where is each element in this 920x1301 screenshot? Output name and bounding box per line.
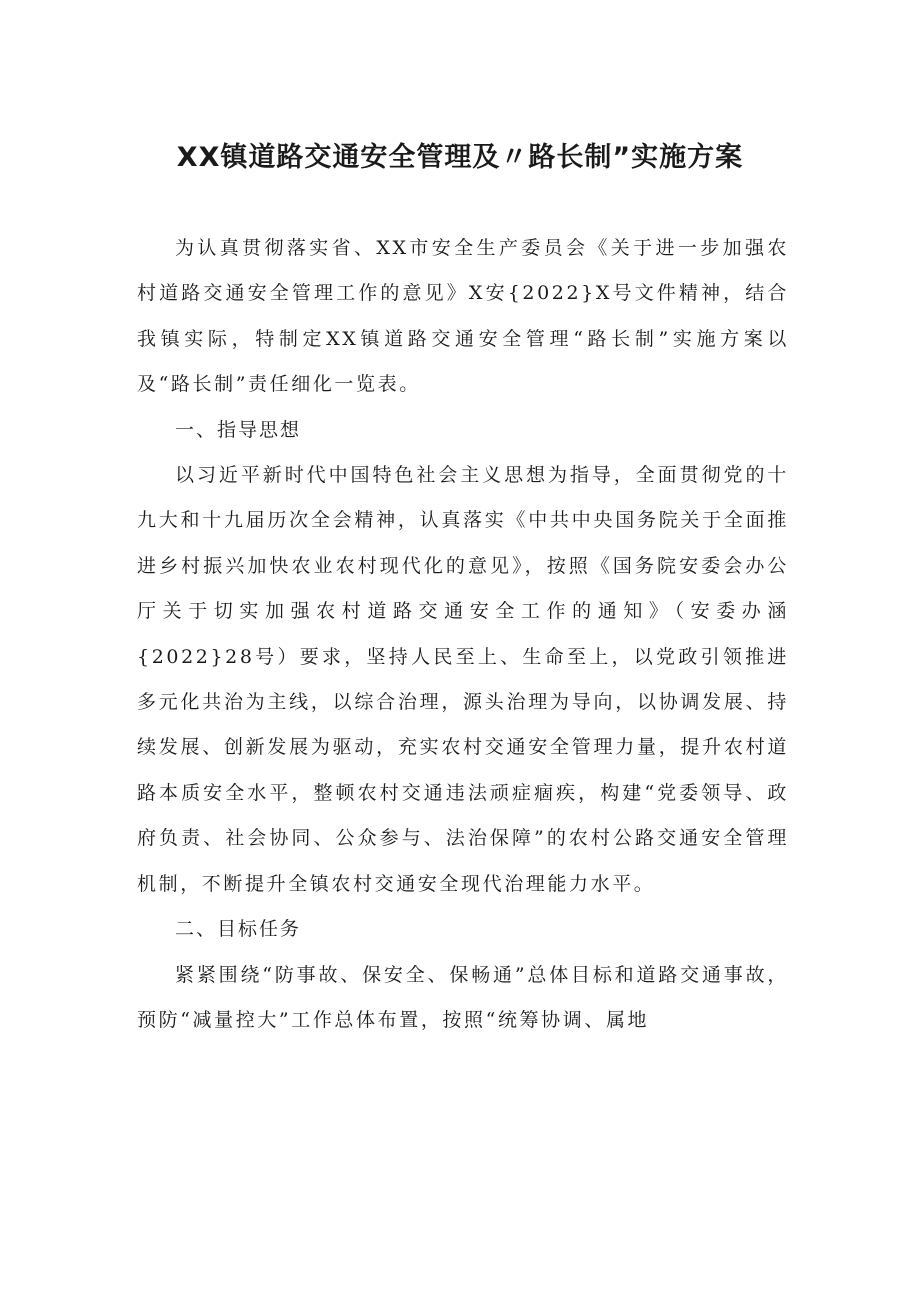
intro-paragraph: 为认真贯彻落实省、XX市安全生产委员会《关于进一步加强农村道路交通安全管理工作的意见》X安{2022}X号文件精神，结合我镇实际，特制定XX镇道路交通安全管理“路长制”实施方案以及“路长制”责任细化一览表。 [137, 237, 789, 396]
section-heading-goals-tasks: 二、目标任务 [175, 918, 302, 941]
section-heading-guiding-ideology: 一、指导思想 [175, 418, 302, 441]
document-body [137, 226, 789, 1043]
goals-tasks-paragraph: 紧紧围绕“防事故、保安全、保畅通”总体目标和道路交通事故，预防“减量控大”工作总体布置，按照“统筹协调、属地 [137, 963, 789, 1031]
guiding-ideology-paragraph: 以习近平新时代中国特色社会主义思想为指导，全面贯彻党的十九大和十九届历次全会精神，认真落实《中共中央国务院关于全面推进乡村振兴加快农业农村现代化的意见》，按照《国务院安委会办公厅关于切实加强农村道路交通安全工作的通知》（安委办涵{2022}28号）要求，坚持人民至上、生命至上，以党政引领推进多元化共治为主线，以综合治理，源头治理为导向，以协调发展、持续发展、创新发展为驱动，充实农村交通安全管理力量，提升农村道路本质安全水平，整顿农村交通违法顽症痼疾，构建“党委领导、政府负责、社会协同、公众参与、法治保障”的农村公路交通安全管理机制，不断提升全镇农村交通安全现代治理能力水平。 [137, 464, 789, 895]
document-title: XX镇道路交通安全管理及〃路长制”实施方案 [176, 142, 744, 173]
